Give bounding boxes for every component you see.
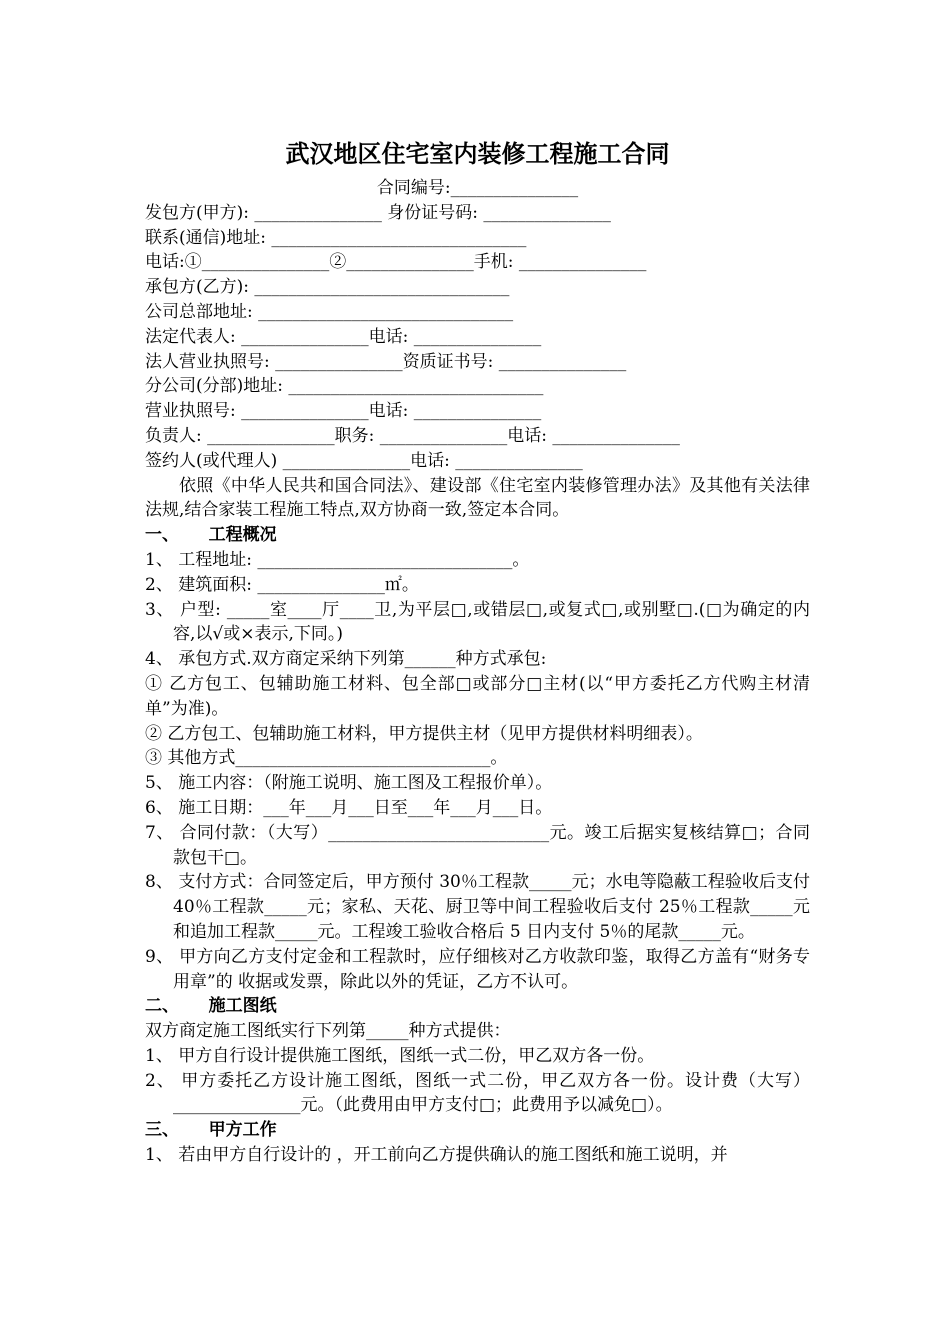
section-item: 4、 承包方式.双方商定采纳下列第______种方式承包: — [145, 649, 547, 670]
section-item: 7、 合同付款：（大写）__________________________元。竣工后据实复核结算□；合同款包干□。 — [145, 822, 810, 868]
contract-option: ② 乙方包工、包辅助施工材料，甲方提供主材（见甲方提供材料明细表）。 — [145, 723, 703, 744]
section-heading: 三、 甲方工作 — [145, 1120, 277, 1141]
party-line: 营业执照号: _______________电话: _______________ — [145, 401, 542, 422]
party-line: 发包方(甲方): _______________ 身份证号码: _______________ — [145, 202, 611, 223]
section-item: 2、 甲方委托乙方设计施工图纸，图纸一式二份，甲乙双方各一份。设计费（大写）_______________元。（此费用由甲方支付□；此费用予以减免□）。 — [145, 1070, 810, 1116]
contract-title: 武汉地区住宅室内装修工程施工合同 — [285, 139, 670, 168]
contract-number: 合同编号:_______________ — [376, 178, 579, 198]
section-item: 8、 支付方式：合同签定后，甲方预付 30％工程款_____元；水电等隐蔽工程验收后支付 40％工程款_____元；家私、天花、厨卫等中间工程验收后支付 25％工程款_____元和追加工程款_____元。工程竣工验收合格后 5 日内支付 5％的尾款_____元。 — [145, 872, 816, 942]
section-item: 9、 甲方向乙方支付定金和工程款时，应仔细核对乙方收款印鉴，取得乙方盖有“财务专用章”的 收据或发票，除此以外的凭证，乙方不认可。 — [145, 946, 810, 992]
party-line: 负责人: _______________职务: _______________电话: _______________ — [145, 425, 680, 446]
party-line: 承包方(乙方): ______________________________ — [145, 277, 510, 298]
contract-page — [145, 134, 816, 1168]
party-line: 电话:①_______________②_______________手机: _______________ — [145, 252, 647, 273]
party-info — [145, 201, 810, 474]
section-item: 5、 施工内容：（附施工说明、施工图及工程报价单）。 — [145, 773, 553, 794]
section-intro: 双方商定施工图纸实行下列第_____种方式提供： — [145, 1021, 511, 1042]
party-line: 公司总部地址: ______________________________ — [145, 301, 514, 322]
party-line: 联系(通信)地址: ______________________________ — [145, 227, 527, 248]
contract-option: ① 乙方包工、包辅助施工材料、包全部□或部分□主材(以“甲方委托乙方代购主材清单”为准)。 — [145, 673, 810, 719]
section-heading: 一、 工程概况 — [145, 525, 277, 546]
party-line: 分公司(分部)地址: ______________________________ — [145, 376, 544, 397]
section-item: 6、 施工日期：___年___月___日至___年___月___日。 — [145, 797, 553, 818]
intro-paragraph: 依照《中华人民共和国合同法》、建设部《住宅室内装修管理办法》及其他有关法律法规,结合家装工程施工特点,双方协商一致,签定本合同。 — [145, 475, 810, 521]
section-item: 2、 建筑面积: _______________㎡。 — [145, 574, 419, 595]
section-item: 1、 若由甲方自行设计的 ，开工前向乙方提供确认的施工图纸和施工说明，并 — [145, 1145, 728, 1166]
party-line: 法定代表人: _______________电话: _______________ — [145, 326, 542, 347]
contract-option: ③ 其他方式______________________________。 — [145, 748, 508, 769]
section-heading: 二、 施工图纸 — [145, 996, 277, 1017]
party-line: 签约人(或代理人) _______________电话: _______________ — [145, 450, 583, 471]
section-item: 1、 甲方自行设计提供施工图纸，图纸一式二份，甲乙双方各一份。 — [145, 1045, 655, 1066]
section-item: 3、 户型: _____室____厅____卫,为平层□,或错层□,或复式□,或别墅□.(□为确定的内容,以√或×表示,下同。) — [145, 599, 810, 645]
section-item: 1、 工程地址: ______________________________。 — [145, 549, 530, 570]
party-line: 法人营业执照号: _______________资质证书号: _______________ — [145, 351, 627, 372]
